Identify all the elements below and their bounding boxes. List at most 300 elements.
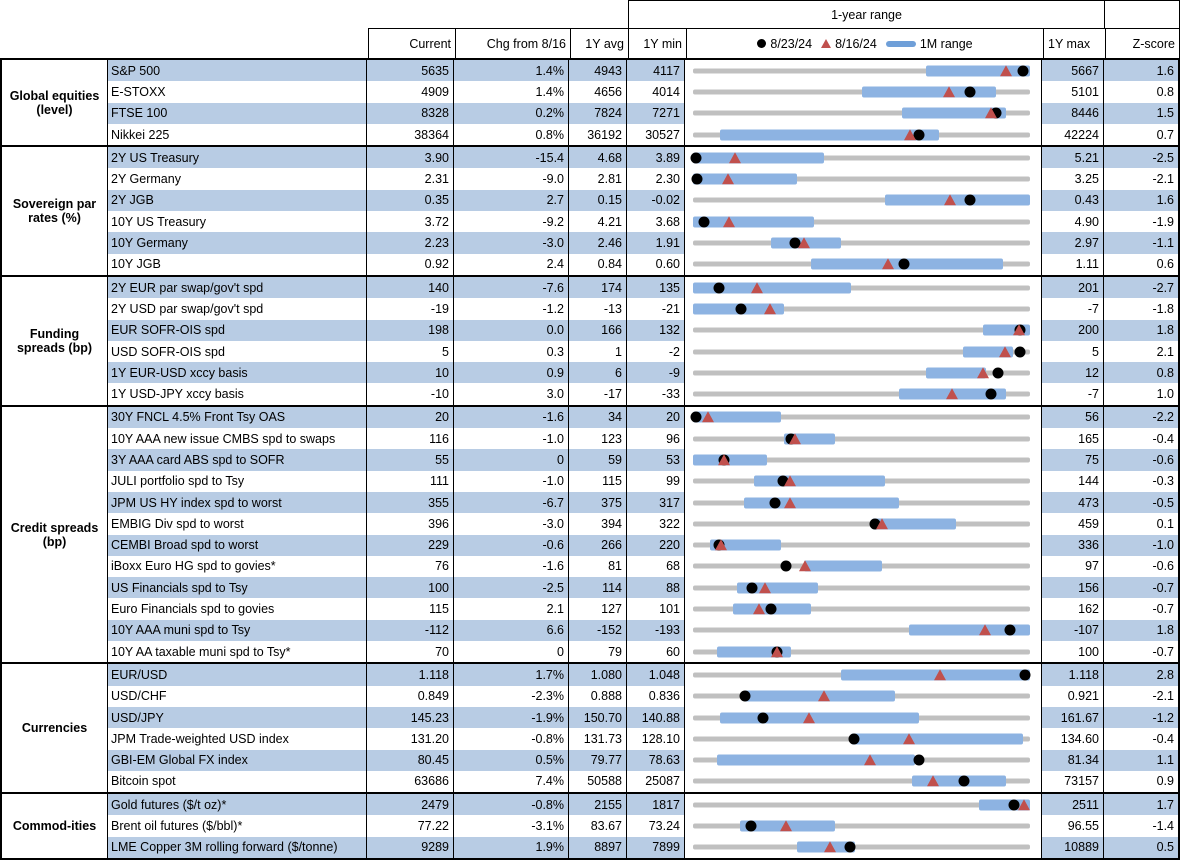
- row-min: 60: [626, 641, 684, 662]
- red-triangle-icon: [821, 39, 831, 48]
- row-name: 10Y US Treasury: [108, 211, 366, 232]
- marker-triangle-8-16-icon: [977, 367, 989, 378]
- row-max: 42224: [1041, 124, 1103, 145]
- row-chg: -1.2: [453, 298, 568, 319]
- row-current: 0.849: [366, 686, 453, 707]
- marker-dot-8-23-icon: [965, 86, 976, 97]
- table-row: [108, 362, 1178, 383]
- table-row: [108, 103, 1178, 124]
- marker-dot-8-23-icon: [739, 691, 750, 702]
- row-min: 317: [626, 492, 684, 513]
- table-row: [108, 707, 1178, 728]
- row-chg: -3.0: [453, 232, 568, 253]
- range-bar-1m-icon: [754, 476, 885, 487]
- row-avg: 83.67: [568, 815, 626, 836]
- marker-dot-8-23-icon: [844, 842, 855, 853]
- row-z: -1.9: [1103, 211, 1178, 232]
- row-z: 1.6: [1103, 60, 1178, 81]
- marker-triangle-8-16-icon: [1018, 799, 1030, 810]
- row-current: 4909: [366, 81, 453, 102]
- range-chart: [684, 60, 1041, 81]
- table-row: [108, 728, 1178, 749]
- header-spacer: [0, 28, 368, 58]
- section: [2, 60, 1178, 145]
- row-chg: 3.0: [453, 383, 568, 404]
- row-max: 12: [1041, 362, 1103, 383]
- section: [2, 275, 1178, 405]
- row-max: 473: [1041, 492, 1103, 513]
- row-chg: 0.9: [453, 362, 568, 383]
- row-avg: 0.84: [568, 254, 626, 275]
- row-chg: -9.2: [453, 211, 568, 232]
- row-z: 0.7: [1103, 124, 1178, 145]
- marker-dot-8-23-icon: [986, 389, 997, 400]
- row-min: 4014: [626, 81, 684, 102]
- row-max: 134.60: [1041, 728, 1103, 749]
- row-name: 2Y EUR par swap/gov't spd: [108, 277, 366, 298]
- row-avg: 1.080: [568, 664, 626, 685]
- section: [2, 662, 1178, 792]
- row-max: 1.11: [1041, 254, 1103, 275]
- row-name: EMBIG Div spd to worst: [108, 513, 366, 534]
- row-avg: 6: [568, 362, 626, 383]
- row-avg: 375: [568, 492, 626, 513]
- row-max: 75: [1041, 449, 1103, 470]
- row-max: 0.43: [1041, 190, 1103, 211]
- marker-dot-8-23-icon: [914, 755, 925, 766]
- marker-triangle-8-16-icon: [764, 303, 776, 314]
- row-z: -2.1: [1103, 168, 1178, 189]
- row-avg: 123: [568, 428, 626, 449]
- range-bar-1m-icon: [926, 65, 1030, 76]
- row-max: 162: [1041, 598, 1103, 619]
- marker-dot-8-23-icon: [1014, 346, 1025, 357]
- row-chg: 2.1: [453, 598, 568, 619]
- range-chart: [684, 124, 1041, 145]
- row-avg: 131.73: [568, 728, 626, 749]
- row-current: 55: [366, 449, 453, 470]
- col-header-zscore: Z-score: [1105, 28, 1180, 58]
- row-chg: -1.0: [453, 471, 568, 492]
- row-avg: 174: [568, 277, 626, 298]
- table-row: [108, 190, 1178, 211]
- row-name: LME Copper 3M rolling forward ($/tonne): [108, 837, 366, 858]
- range-chart: [684, 81, 1041, 102]
- marker-triangle-8-16-icon: [876, 518, 888, 529]
- row-current: 80.45: [366, 750, 453, 771]
- row-min: 88: [626, 577, 684, 598]
- row-name: 3Y AAA card ABS spd to SOFR: [108, 449, 366, 470]
- row-avg: 394: [568, 513, 626, 534]
- row-min: 53: [626, 449, 684, 470]
- table-row: [108, 124, 1178, 145]
- row-min: 128.10: [626, 728, 684, 749]
- range-bar-1m-icon: [693, 216, 814, 227]
- row-name: 2Y Germany: [108, 168, 366, 189]
- table-row: [108, 750, 1178, 771]
- range-chart: [684, 449, 1041, 470]
- row-current: 0.35: [366, 190, 453, 211]
- row-max: 4.90: [1041, 211, 1103, 232]
- table-row: [108, 277, 1178, 298]
- section: [2, 792, 1178, 858]
- table-row: [108, 81, 1178, 102]
- row-min: -9: [626, 362, 684, 383]
- row-z: -1.8: [1103, 298, 1178, 319]
- row-z: 1.8: [1103, 620, 1178, 641]
- range-chart: [684, 277, 1041, 298]
- table-row: [108, 168, 1178, 189]
- row-current: 111: [366, 471, 453, 492]
- range-bar-1m-icon: [720, 712, 919, 723]
- marker-triangle-8-16-icon: [985, 108, 997, 119]
- row-max: 97: [1041, 556, 1103, 577]
- table-row: [108, 492, 1178, 513]
- row-avg: 114: [568, 577, 626, 598]
- row-max: 2.97: [1041, 232, 1103, 253]
- row-z: 0.8: [1103, 362, 1178, 383]
- row-chg: -0.6: [453, 535, 568, 556]
- range-chart: [684, 750, 1041, 771]
- range-chart: [684, 577, 1041, 598]
- range-chart: [684, 147, 1041, 168]
- row-current: 198: [366, 320, 453, 341]
- row-name: EUR/USD: [108, 664, 366, 685]
- legend-triangle-label: 8/16/24: [835, 36, 877, 51]
- row-name: Euro Financials spd to govies: [108, 598, 366, 619]
- range-track-icon: [693, 521, 1030, 526]
- marker-triangle-8-16-icon: [824, 842, 836, 853]
- row-current: 10: [366, 362, 453, 383]
- marker-dot-8-23-icon: [745, 821, 756, 832]
- row-z: -0.6: [1103, 556, 1178, 577]
- marker-triangle-8-16-icon: [799, 561, 811, 572]
- range-chart: [684, 794, 1041, 815]
- row-min: -21: [626, 298, 684, 319]
- row-z: 0.5: [1103, 837, 1178, 858]
- range-track-icon: [693, 241, 1030, 246]
- row-name: Brent oil futures ($/bbl)*: [108, 815, 366, 836]
- table-row: [108, 664, 1178, 685]
- marker-dot-8-23-icon: [965, 195, 976, 206]
- range-bar-1m-icon: [744, 497, 899, 508]
- marker-triangle-8-16-icon: [784, 497, 796, 508]
- legend-dot-label: 8/23/24: [770, 36, 813, 51]
- row-avg: 1: [568, 341, 626, 362]
- marker-dot-8-23-icon: [899, 259, 910, 270]
- marker-triangle-8-16-icon: [934, 669, 946, 680]
- row-z: 0.9: [1103, 771, 1178, 792]
- table-row: [108, 598, 1178, 619]
- row-avg: 266: [568, 535, 626, 556]
- row-max: 165: [1041, 428, 1103, 449]
- row-current: 38364: [366, 124, 453, 145]
- range-chart: [684, 168, 1041, 189]
- row-chg: -6.7: [453, 492, 568, 513]
- table-row: [108, 60, 1178, 81]
- row-z: 1.7: [1103, 794, 1178, 815]
- row-z: 2.8: [1103, 664, 1178, 685]
- range-bar-1m-icon: [851, 733, 1023, 744]
- range-chart: [684, 641, 1041, 662]
- range-chart: [684, 513, 1041, 534]
- row-chg: 0.8%: [453, 124, 568, 145]
- row-name: FTSE 100: [108, 103, 366, 124]
- table-row: [108, 471, 1178, 492]
- marker-triangle-8-16-icon: [1013, 324, 1025, 335]
- row-min: -2: [626, 341, 684, 362]
- row-chg: -1.6: [453, 407, 568, 428]
- range-track-icon: [693, 845, 1030, 850]
- table-row: [108, 535, 1178, 556]
- row-name: iBoxx Euro HG spd to govies*: [108, 556, 366, 577]
- row-z: 1.0: [1103, 383, 1178, 404]
- range-bar-1m-icon: [717, 755, 916, 766]
- row-z: -0.5: [1103, 492, 1178, 513]
- row-chg: 0.5%: [453, 750, 568, 771]
- row-name: JPM Trade-weighted USD index: [108, 728, 366, 749]
- row-current: 0.92: [366, 254, 453, 275]
- row-avg: 2.46: [568, 232, 626, 253]
- marker-triangle-8-16-icon: [944, 195, 956, 206]
- row-min: 1.91: [626, 232, 684, 253]
- row-avg: 36192: [568, 124, 626, 145]
- row-current: 20: [366, 407, 453, 428]
- row-min: 220: [626, 535, 684, 556]
- marker-triangle-8-16-icon: [723, 216, 735, 227]
- row-max: 1.118: [1041, 664, 1103, 685]
- range-chart: [684, 298, 1041, 319]
- row-current: 115: [366, 598, 453, 619]
- row-avg: 4.21: [568, 211, 626, 232]
- marker-dot-8-23-icon: [736, 303, 747, 314]
- row-current: -112: [366, 620, 453, 641]
- row-avg: 4.68: [568, 147, 626, 168]
- row-max: 96.55: [1041, 815, 1103, 836]
- marker-triangle-8-16-icon: [780, 820, 792, 831]
- marker-dot-8-23-icon: [765, 604, 776, 615]
- row-current: -10: [366, 383, 453, 404]
- range-chart: [684, 771, 1041, 792]
- marker-dot-8-23-icon: [699, 216, 710, 227]
- row-chg: -1.6: [453, 556, 568, 577]
- table-row: [108, 449, 1178, 470]
- range-chart: [684, 837, 1041, 858]
- range-header-label: 1-year range: [831, 7, 902, 22]
- row-chg: -1.9%: [453, 707, 568, 728]
- row-chg: -1.0: [453, 428, 568, 449]
- range-chart: [684, 362, 1041, 383]
- row-name: 1Y USD-JPY xccy basis: [108, 383, 366, 404]
- section-rows: [108, 407, 1178, 663]
- row-current: 76: [366, 556, 453, 577]
- row-z: 0.8: [1103, 81, 1178, 102]
- table-row: [108, 771, 1178, 792]
- row-avg: 0.15: [568, 190, 626, 211]
- marker-triangle-8-16-icon: [715, 539, 727, 550]
- row-min: 135: [626, 277, 684, 298]
- row-avg: 4656: [568, 81, 626, 102]
- row-current: 77.22: [366, 815, 453, 836]
- range-bar-1m-icon: [693, 454, 767, 465]
- marker-dot-8-23-icon: [713, 282, 724, 293]
- row-min: 78.63: [626, 750, 684, 771]
- row-z: 1.8: [1103, 320, 1178, 341]
- row-max: 73157: [1041, 771, 1103, 792]
- table-row: [108, 254, 1178, 275]
- range-bar-1m-icon: [693, 152, 824, 163]
- blue-bar-icon: [886, 41, 916, 47]
- row-z: 1.1: [1103, 750, 1178, 771]
- table-row: [108, 837, 1178, 858]
- range-track-icon: [693, 328, 1030, 333]
- marker-triangle-8-16-icon: [759, 582, 771, 593]
- row-z: -2.5: [1103, 147, 1178, 168]
- row-chg: -9.0: [453, 168, 568, 189]
- row-avg: 8897: [568, 837, 626, 858]
- row-name: 2Y USD par swap/gov't spd: [108, 298, 366, 319]
- table-row: [108, 815, 1178, 836]
- row-max: 156: [1041, 577, 1103, 598]
- header-row-columns: [0, 28, 1180, 58]
- row-min: 132: [626, 320, 684, 341]
- row-name: 10Y AA taxable muni spd to Tsy*: [108, 641, 366, 662]
- range-chart: [684, 341, 1041, 362]
- row-current: 100: [366, 577, 453, 598]
- row-avg: 127: [568, 598, 626, 619]
- row-avg: 81: [568, 556, 626, 577]
- marker-triangle-8-16-icon: [751, 282, 763, 293]
- marker-dot-8-23-icon: [958, 776, 969, 787]
- row-current: 140: [366, 277, 453, 298]
- row-chg: -3.1%: [453, 815, 568, 836]
- row-min: 322: [626, 513, 684, 534]
- row-max: 200: [1041, 320, 1103, 341]
- row-min: 99: [626, 471, 684, 492]
- row-name: Bitcoin spot: [108, 771, 366, 792]
- row-name: S&P 500: [108, 60, 366, 81]
- row-z: -2.1: [1103, 686, 1178, 707]
- range-chart: [684, 471, 1041, 492]
- table-row: [108, 556, 1178, 577]
- marker-dot-8-23-icon: [1019, 669, 1030, 680]
- row-max: 5: [1041, 341, 1103, 362]
- row-chg: 0: [453, 449, 568, 470]
- row-name: Gold futures ($/t oz)*: [108, 794, 366, 815]
- row-min: 30527: [626, 124, 684, 145]
- range-chart: [684, 686, 1041, 707]
- row-name: GBI-EM Global FX index: [108, 750, 366, 771]
- marker-triangle-8-16-icon: [803, 712, 815, 723]
- row-chg: -0.8%: [453, 728, 568, 749]
- row-name: USD/JPY: [108, 707, 366, 728]
- col-header-1y-avg: 1Y avg: [570, 28, 628, 58]
- row-current: 70: [366, 641, 453, 662]
- header-spacer: [0, 0, 628, 28]
- row-min: 0.60: [626, 254, 684, 275]
- row-chg: 0.0: [453, 320, 568, 341]
- row-z: -1.4: [1103, 815, 1178, 836]
- marker-dot-8-23-icon: [1005, 625, 1016, 636]
- row-min: 7899: [626, 837, 684, 858]
- row-chg: -7.6: [453, 277, 568, 298]
- row-max: -107: [1041, 620, 1103, 641]
- row-name: EUR SOFR-OIS spd: [108, 320, 366, 341]
- row-name: 1Y EUR-USD xccy basis: [108, 362, 366, 383]
- row-name: 2Y JGB: [108, 190, 366, 211]
- row-name: 10Y AAA muni spd to Tsy: [108, 620, 366, 641]
- row-z: -0.7: [1103, 598, 1178, 619]
- row-current: 1.118: [366, 664, 453, 685]
- row-avg: 79: [568, 641, 626, 662]
- row-min: 101: [626, 598, 684, 619]
- row-z: -0.6: [1103, 449, 1178, 470]
- row-chg: -15.4: [453, 147, 568, 168]
- row-current: 5635: [366, 60, 453, 81]
- marker-triangle-8-16-icon: [943, 86, 955, 97]
- row-avg: 50588: [568, 771, 626, 792]
- row-name: E-STOXX: [108, 81, 366, 102]
- marker-triangle-8-16-icon: [818, 691, 830, 702]
- range-chart: [684, 407, 1041, 428]
- header-row-range: [0, 0, 1180, 28]
- zscore-header-box: [1105, 0, 1180, 28]
- row-avg: 150.70: [568, 707, 626, 728]
- row-max: 336: [1041, 535, 1103, 556]
- table-row: [108, 641, 1178, 662]
- range-header: [628, 0, 1105, 28]
- row-chg: -2.3%: [453, 686, 568, 707]
- table-row: [108, 383, 1178, 404]
- row-current: 2.23: [366, 232, 453, 253]
- range-chart: [684, 620, 1041, 641]
- table-row: [108, 232, 1178, 253]
- table-row: [108, 298, 1178, 319]
- row-min: 3.89: [626, 147, 684, 168]
- section-label: Global equities (level): [2, 60, 108, 145]
- range-chart: [684, 664, 1041, 685]
- table-row: [108, 620, 1178, 641]
- row-current: 2479: [366, 794, 453, 815]
- row-name: USD/CHF: [108, 686, 366, 707]
- row-current: 9289: [366, 837, 453, 858]
- marker-dot-8-23-icon: [770, 497, 781, 508]
- marker-dot-8-23-icon: [758, 712, 769, 723]
- row-chg: 7.4%: [453, 771, 568, 792]
- marker-triangle-8-16-icon: [722, 173, 734, 184]
- table-row: [108, 147, 1178, 168]
- row-chg: -0.8%: [453, 794, 568, 815]
- row-chg: 1.4%: [453, 81, 568, 102]
- section-rows: [108, 794, 1178, 858]
- row-min: 3.68: [626, 211, 684, 232]
- row-avg: -17: [568, 383, 626, 404]
- range-chart: [684, 190, 1041, 211]
- row-current: 229: [366, 535, 453, 556]
- range-chart: [684, 598, 1041, 619]
- row-name: Nikkei 225: [108, 124, 366, 145]
- row-avg: -152: [568, 620, 626, 641]
- marker-triangle-8-16-icon: [904, 129, 916, 140]
- row-current: 5: [366, 341, 453, 362]
- row-current: 355: [366, 492, 453, 513]
- row-min: 2.30: [626, 168, 684, 189]
- row-z: -2.7: [1103, 277, 1178, 298]
- range-chart: [684, 254, 1041, 275]
- row-max: 10889: [1041, 837, 1103, 858]
- row-name: JPM US HY index spd to worst: [108, 492, 366, 513]
- row-min: 1817: [626, 794, 684, 815]
